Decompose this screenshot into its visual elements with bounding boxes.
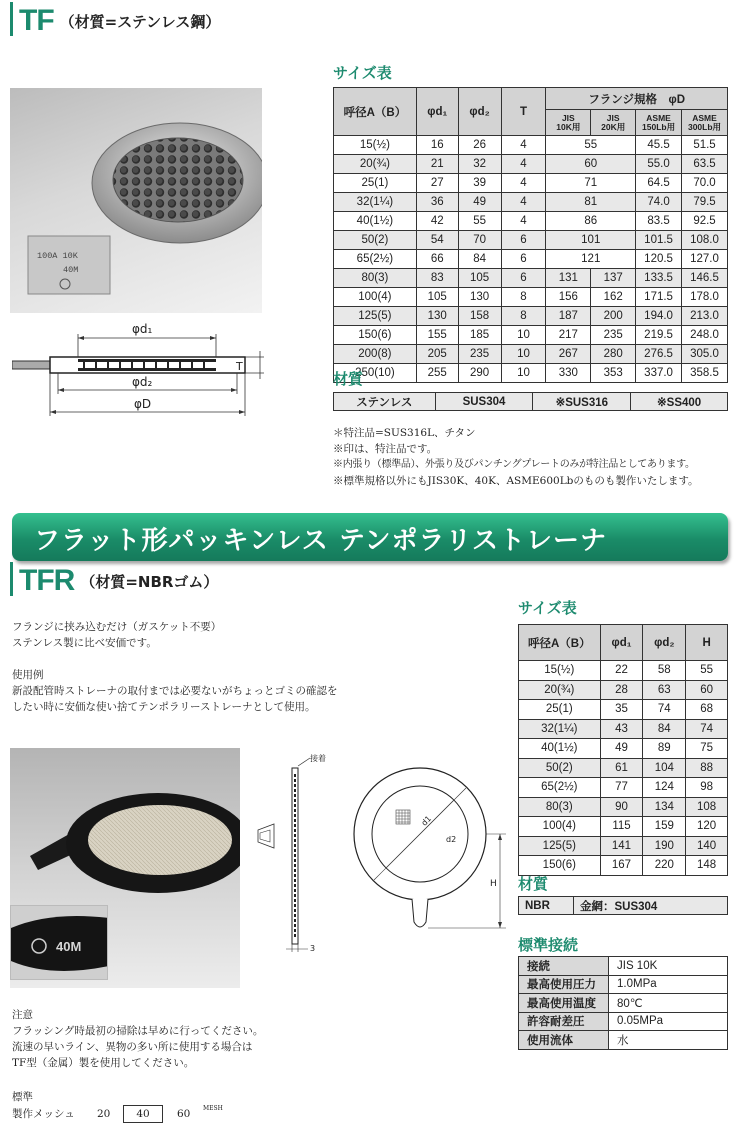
tfr-table-cell: 167	[600, 856, 643, 876]
tfr-standard-value: JIS 10K	[609, 957, 728, 976]
tf-table-cell: 217	[546, 326, 591, 345]
tf-table-cell: 32	[458, 155, 501, 174]
tf-table-cell: 63.5	[682, 155, 728, 174]
tf-table-cell: 26	[458, 136, 501, 155]
tf-table-cell: 25(1)	[334, 174, 417, 193]
tf-col-jis10k-label: JIS 10K用	[556, 112, 581, 132]
tfr-photo-tag: 40M	[56, 939, 82, 954]
tfr-table-cell: 25(1)	[519, 700, 601, 720]
tfr-standard-value: 0.05MPa	[609, 1012, 728, 1031]
tf-table-cell: 178.0	[682, 288, 728, 307]
tf-table-cell: 121	[546, 250, 636, 269]
tfr-table-cell: 190	[643, 836, 686, 856]
tfr-table-cell: 63	[643, 680, 686, 700]
tfr-table-row	[519, 778, 728, 798]
tfr-heading	[10, 566, 218, 596]
tfr-table-cell: 20(¾)	[519, 680, 601, 700]
tfr-table-cell: 150(6)	[519, 856, 601, 876]
tfr-standard-row	[519, 1012, 728, 1031]
tf-table-cell: 83.5	[636, 212, 682, 231]
tf-photo-tag-2: 40M	[63, 265, 79, 275]
tfr-model-code: TFR	[19, 564, 75, 597]
tfr-table-cell: 75	[686, 739, 728, 759]
tf-table-cell: 156	[546, 288, 591, 307]
tf-table-cell: 4	[501, 136, 546, 155]
tfr-caution	[12, 1007, 372, 1071]
tfr-mesh-label1: 標準	[12, 1091, 33, 1103]
tf-table-cell: 81	[546, 193, 636, 212]
tfr-intro-line: フランジに挟み込むだけ（ガスケット不要）	[12, 621, 222, 633]
tf-table-cell: 200(8)	[334, 345, 417, 364]
tf-table-row	[334, 155, 728, 174]
tfr-mesh-label2: 製作メッシュ	[12, 1108, 75, 1120]
tf-table-cell: 353	[591, 364, 636, 383]
heading-accent-bar	[10, 562, 13, 596]
tfr-drawing-d1: d1	[419, 814, 434, 828]
tfr-table-cell: 89	[643, 739, 686, 759]
tf-table-row	[334, 212, 728, 231]
tfr-table-cell: 40(1½)	[519, 739, 601, 759]
tf-table-cell: 4	[501, 155, 546, 174]
tfr-table-cell: 74	[643, 700, 686, 720]
tfr-mesh-value-selected: 40	[123, 1105, 163, 1123]
tfr-material-table	[518, 896, 728, 915]
tf-table-cell: 130	[458, 288, 501, 307]
tf-table-cell: 213.0	[682, 307, 728, 326]
tfr-size-table	[518, 624, 728, 876]
tf-table-cell: 108.0	[682, 231, 728, 250]
tf-table-row	[334, 307, 728, 326]
tf-col-d1: φd₁	[416, 88, 458, 136]
tf-model-code: TF	[19, 4, 54, 37]
tfr-col-d1: φd₁	[600, 625, 643, 661]
tfr-table-cell: 28	[600, 680, 643, 700]
tfr-caution-line: 流速の早いライン、異物の多い所に使用する場合は	[12, 1041, 253, 1053]
tfr-standard-row	[519, 957, 728, 976]
tfr-table-cell: 80(3)	[519, 797, 601, 817]
tfr-material-cell: NBR	[519, 897, 574, 915]
tf-table-cell: 101	[546, 231, 636, 250]
tf-table-cell: 36	[416, 193, 458, 212]
tfr-table-row	[519, 758, 728, 778]
tfr-drawing-d2: d2	[446, 835, 457, 844]
tf-heading	[10, 6, 220, 36]
tfr-table-cell: 134	[643, 797, 686, 817]
tf-table-cell: 171.5	[636, 288, 682, 307]
tfr-standard-row	[519, 1031, 728, 1050]
tf-col-nominal: 呼径A（B）	[334, 88, 417, 136]
tf-table-cell: 20(¾)	[334, 155, 417, 174]
tf-table-cell: 105	[458, 269, 501, 288]
tfr-col-h: H	[686, 625, 728, 661]
tf-col-jis20k	[591, 110, 636, 136]
tf-table-row	[334, 269, 728, 288]
tf-table-cell: 71	[546, 174, 636, 193]
tf-table-cell: 205	[416, 345, 458, 364]
tf-table-row	[334, 231, 728, 250]
tf-table-cell: 8	[501, 307, 546, 326]
tfr-table-cell: 65(2½)	[519, 778, 601, 798]
tf-table-cell: 8	[501, 288, 546, 307]
tf-table-cell: 150(6)	[334, 326, 417, 345]
tf-table-cell: 6	[501, 231, 546, 250]
tfr-table-row	[519, 856, 728, 876]
tfr-standard-key: 接続	[519, 957, 609, 976]
tf-table-cell: 55	[546, 136, 636, 155]
tfr-table-row	[519, 719, 728, 739]
tf-table-cell: 127.0	[682, 250, 728, 269]
tf-photo-art	[10, 88, 262, 313]
tf-table-cell: 66	[416, 250, 458, 269]
tf-table-cell: 79.5	[682, 193, 728, 212]
tfr-caution-line: TF型（金属）製を使用してください。	[12, 1057, 195, 1069]
tfr-material-section-title: 材質	[518, 875, 549, 893]
tf-table-cell: 10	[501, 345, 546, 364]
tf-size-table	[333, 87, 728, 383]
tf-table-cell: 219.5	[636, 326, 682, 345]
tf-table-cell: 276.5	[636, 345, 682, 364]
tfr-usage-line: 新設配管時ストレーナの取付までは必要ないがちょっとゴミの確認を	[12, 685, 338, 697]
tfr-usage-title: 使用例	[12, 669, 44, 681]
tfr-standard-value: 1.0MPa	[609, 975, 728, 994]
tf-photo-tag-1: 100A 10K	[37, 251, 78, 261]
tfr-standard-title: 標準接続	[518, 936, 579, 954]
tf-material-cell: SUS304	[435, 393, 533, 411]
tfr-table-cell: 84	[643, 719, 686, 739]
tf-table-cell: 84	[458, 250, 501, 269]
tf-col-asme150	[636, 110, 682, 136]
tf-table-cell: 32(1¼)	[334, 193, 417, 212]
tfr-standard-row	[519, 975, 728, 994]
tf-table-cell: 120.5	[636, 250, 682, 269]
tf-table-cell: 4	[501, 174, 546, 193]
tf-table-cell: 92.5	[682, 212, 728, 231]
tfr-table-cell: 43	[600, 719, 643, 739]
tf-table-cell: 255	[416, 364, 458, 383]
tf-table-cell: 54	[416, 231, 458, 250]
tfr-table-row	[519, 797, 728, 817]
tfr-table-cell: 90	[600, 797, 643, 817]
tfr-standard-key: 使用流体	[519, 1031, 609, 1050]
tfr-side-drawing	[250, 752, 350, 957]
tf-table-cell: 6	[501, 250, 546, 269]
product-banner	[12, 513, 728, 561]
tf-table-cell: 330	[546, 364, 591, 383]
tf-material-title: （材質=ステンレス鋼）	[59, 13, 221, 31]
tf-table-cell: 6	[501, 269, 546, 288]
tf-table-cell: 137	[591, 269, 636, 288]
tfr-tab-art	[11, 906, 108, 980]
tf-drawing-D: φD	[134, 397, 152, 411]
tfr-table-cell: 74	[686, 719, 728, 739]
tfr-standard-key: 許容耐差圧	[519, 1012, 609, 1031]
tf-table-row	[334, 326, 728, 345]
tf-table-cell: 358.5	[682, 364, 728, 383]
tfr-table-cell: 68	[686, 700, 728, 720]
tfr-mesh-value: 20	[97, 1108, 111, 1120]
tfr-col-d2: φd₂	[643, 625, 686, 661]
tf-material-table	[333, 392, 728, 411]
tf-note: ※印は、特注品です。	[333, 443, 438, 455]
tfr-caution-line: フラッシング時最初の掃除は早めに行ってください。	[12, 1025, 264, 1037]
tfr-table-cell: 100(4)	[519, 817, 601, 837]
tfr-standard-table	[518, 956, 728, 1050]
tfr-table-cell: 115	[600, 817, 643, 837]
tfr-table-cell: 22	[600, 661, 643, 681]
tfr-table-cell: 77	[600, 778, 643, 798]
tf-table-cell: 248.0	[682, 326, 728, 345]
tf-note: ＊特注品=SUS316L、チタン	[333, 427, 476, 439]
tf-table-cell: 267	[546, 345, 591, 364]
tfr-mesh-unit: MESH	[203, 1105, 223, 1112]
tfr-col-nominal: 呼径A（B）	[519, 625, 601, 661]
tfr-mesh-row	[12, 1105, 312, 1123]
tf-table-cell: 86	[546, 212, 636, 231]
tf-table-cell: 235	[458, 345, 501, 364]
tfr-table-cell: 220	[643, 856, 686, 876]
tfr-table-cell: 55	[686, 661, 728, 681]
tfr-usage-line: したい時に安価な使い捨てテンポラリーストレーナとして使用。	[12, 701, 316, 713]
tf-table-cell: 125(5)	[334, 307, 417, 326]
tfr-mesh	[12, 1089, 312, 1123]
tf-table-cell: 15(½)	[334, 136, 417, 155]
tfr-table-cell: 35	[600, 700, 643, 720]
tf-table-cell: 130	[416, 307, 458, 326]
tf-table-cell: 290	[458, 364, 501, 383]
tfr-intro-line: ステンレス製に比べ安価です。	[12, 637, 157, 649]
tf-table-cell: 10	[501, 326, 546, 345]
banner-title: フラット形パッキンレス テンポラリストレーナ	[34, 526, 608, 556]
tfr-table-cell: 50(2)	[519, 758, 601, 778]
tf-table-cell: 60	[546, 155, 636, 174]
tf-table-cell: 83	[416, 269, 458, 288]
tf-drawing-T: T	[236, 360, 243, 373]
tfr-table-row	[519, 680, 728, 700]
tf-table-cell: 131	[546, 269, 591, 288]
tf-table-cell: 16	[416, 136, 458, 155]
tfr-caution-title: 注意	[12, 1009, 33, 1021]
tfr-front-drawing	[348, 762, 518, 942]
tf-table-cell: 155	[416, 326, 458, 345]
tfr-table-row	[519, 661, 728, 681]
tf-table-cell: 158	[458, 307, 501, 326]
tfr-material-title: （材質=NBRゴム）	[80, 573, 219, 591]
tf-note: ※標準規格以外にもJIS30K、40K、ASME600Lbのものも製作いたします。	[333, 475, 699, 487]
tf-table-row	[334, 345, 728, 364]
tfr-table-cell: 140	[686, 836, 728, 856]
tfr-drawing-H: H	[490, 879, 497, 889]
tf-table-cell: 100(4)	[334, 288, 417, 307]
tf-table-row	[334, 193, 728, 212]
tfr-drawing-three: 3	[310, 944, 316, 953]
tfr-table-cell: 60	[686, 680, 728, 700]
tf-table-row	[334, 136, 728, 155]
tf-material-cell: ※SUS316	[533, 393, 631, 411]
tf-table-cell: 280	[591, 345, 636, 364]
tfr-mesh-value: 60	[177, 1108, 191, 1120]
tf-note: ※内張り（標準品）、外張り及びパンチングプレートのみが特注品としてあります。	[333, 459, 695, 470]
tf-table-cell: 65(2½)	[334, 250, 417, 269]
tf-table-cell: 235	[591, 326, 636, 345]
tf-col-flange: フランジ規格 φD	[546, 88, 728, 110]
tf-table-cell: 40(1½)	[334, 212, 417, 231]
tf-product-photo	[10, 88, 262, 313]
tf-table-cell: 185	[458, 326, 501, 345]
tf-table-row	[334, 174, 728, 193]
tf-notes	[333, 425, 738, 489]
tfr-table-row	[519, 817, 728, 837]
tfr-standard-value: 水	[609, 1031, 728, 1050]
tfr-table-cell: 58	[643, 661, 686, 681]
tf-table-cell: 80(3)	[334, 269, 417, 288]
tf-table-cell: 337.0	[636, 364, 682, 383]
tfr-table-cell: 61	[600, 758, 643, 778]
tf-table-cell: 101.5	[636, 231, 682, 250]
tfr-table-row	[519, 836, 728, 856]
tf-table-cell: 21	[416, 155, 458, 174]
tf-table-cell: 250(10)	[334, 364, 417, 383]
tfr-drawing-weld: 接着	[310, 754, 326, 763]
tf-table-cell: 51.5	[682, 136, 728, 155]
tfr-table-cell: 49	[600, 739, 643, 759]
tfr-table-cell: 15(½)	[519, 661, 601, 681]
tf-col-asme300	[682, 110, 728, 136]
tfr-standard-key: 最高使用温度	[519, 994, 609, 1013]
tf-table-cell: 55	[458, 212, 501, 231]
tf-material-cell: ※SS400	[631, 393, 728, 411]
tf-table-cell: 10	[501, 364, 546, 383]
tf-table-row	[334, 364, 728, 383]
tfr-table-cell: 159	[643, 817, 686, 837]
tf-col-asme300-label: ASME 300Lb用	[687, 112, 722, 132]
tf-table-cell: 194.0	[636, 307, 682, 326]
tfr-table-cell: 148	[686, 856, 728, 876]
tf-col-t: T	[501, 88, 546, 136]
tf-table-cell: 49	[458, 193, 501, 212]
tfr-table-cell: 124	[643, 778, 686, 798]
tf-table-cell: 39	[458, 174, 501, 193]
tfr-intro	[12, 619, 372, 715]
tf-table-cell: 45.5	[636, 136, 682, 155]
tfr-table-cell: 88	[686, 758, 728, 778]
tfr-table-cell: 98	[686, 778, 728, 798]
tf-dimension-drawing	[12, 322, 270, 422]
tfr-standard-key: 最高使用圧力	[519, 975, 609, 994]
tfr-table-cell: 104	[643, 758, 686, 778]
tf-col-d2: φd₂	[458, 88, 501, 136]
tfr-table-cell: 32(1¼)	[519, 719, 601, 739]
tf-table-cell: 4	[501, 193, 546, 212]
tf-table-cell: 42	[416, 212, 458, 231]
tf-table-cell: 64.5	[636, 174, 682, 193]
tfr-table-row	[519, 739, 728, 759]
tf-material-cell: ステンレス	[334, 393, 436, 411]
tf-table-cell: 70	[458, 231, 501, 250]
tf-table-row	[334, 288, 728, 307]
tfr-tab-closeup-photo	[10, 905, 108, 980]
tfr-table-cell: 108	[686, 797, 728, 817]
tf-table-cell: 27	[416, 174, 458, 193]
tf-table-cell: 146.5	[682, 269, 728, 288]
tf-table-cell: 187	[546, 307, 591, 326]
tfr-table-cell: 141	[600, 836, 643, 856]
tf-table-cell: 55.0	[636, 155, 682, 174]
tf-size-table-body	[334, 136, 728, 383]
tf-drawing-d2: φd₂	[132, 375, 153, 389]
tf-table-cell: 305.0	[682, 345, 728, 364]
tf-table-cell: 133.5	[636, 269, 682, 288]
tf-table-cell: 4	[501, 212, 546, 231]
tfr-table-row	[519, 700, 728, 720]
tfr-standard-row	[519, 994, 728, 1013]
tf-col-asme150-label: ASME 150Lb用	[642, 112, 676, 132]
tf-col-jis10k	[546, 110, 591, 136]
tf-table-cell: 105	[416, 288, 458, 307]
tfr-table-cell: 125(5)	[519, 836, 601, 856]
tfr-standard-value: 80℃	[609, 994, 728, 1013]
tfr-standard-table-body	[519, 957, 728, 1050]
tfr-material-cell: 金網：SUS304	[574, 897, 728, 915]
tf-table-cell: 50(2)	[334, 231, 417, 250]
tfr-table-cell: 120	[686, 817, 728, 837]
heading-accent-bar	[10, 2, 13, 36]
tfr-size-table-body	[519, 661, 728, 876]
tf-size-table-title: サイズ表	[333, 64, 392, 82]
tf-table-cell: 162	[591, 288, 636, 307]
tf-col-jis20k-label: JIS 20K用	[601, 112, 626, 132]
tf-table-cell: 74.0	[636, 193, 682, 212]
tf-table-cell: 200	[591, 307, 636, 326]
tfr-size-table-title: サイズ表	[518, 599, 577, 617]
tf-drawing-d1: φd₁	[132, 322, 153, 336]
tf-material-section-title: 材質	[333, 370, 364, 388]
tf-table-cell: 70.0	[682, 174, 728, 193]
tf-table-row	[334, 250, 728, 269]
